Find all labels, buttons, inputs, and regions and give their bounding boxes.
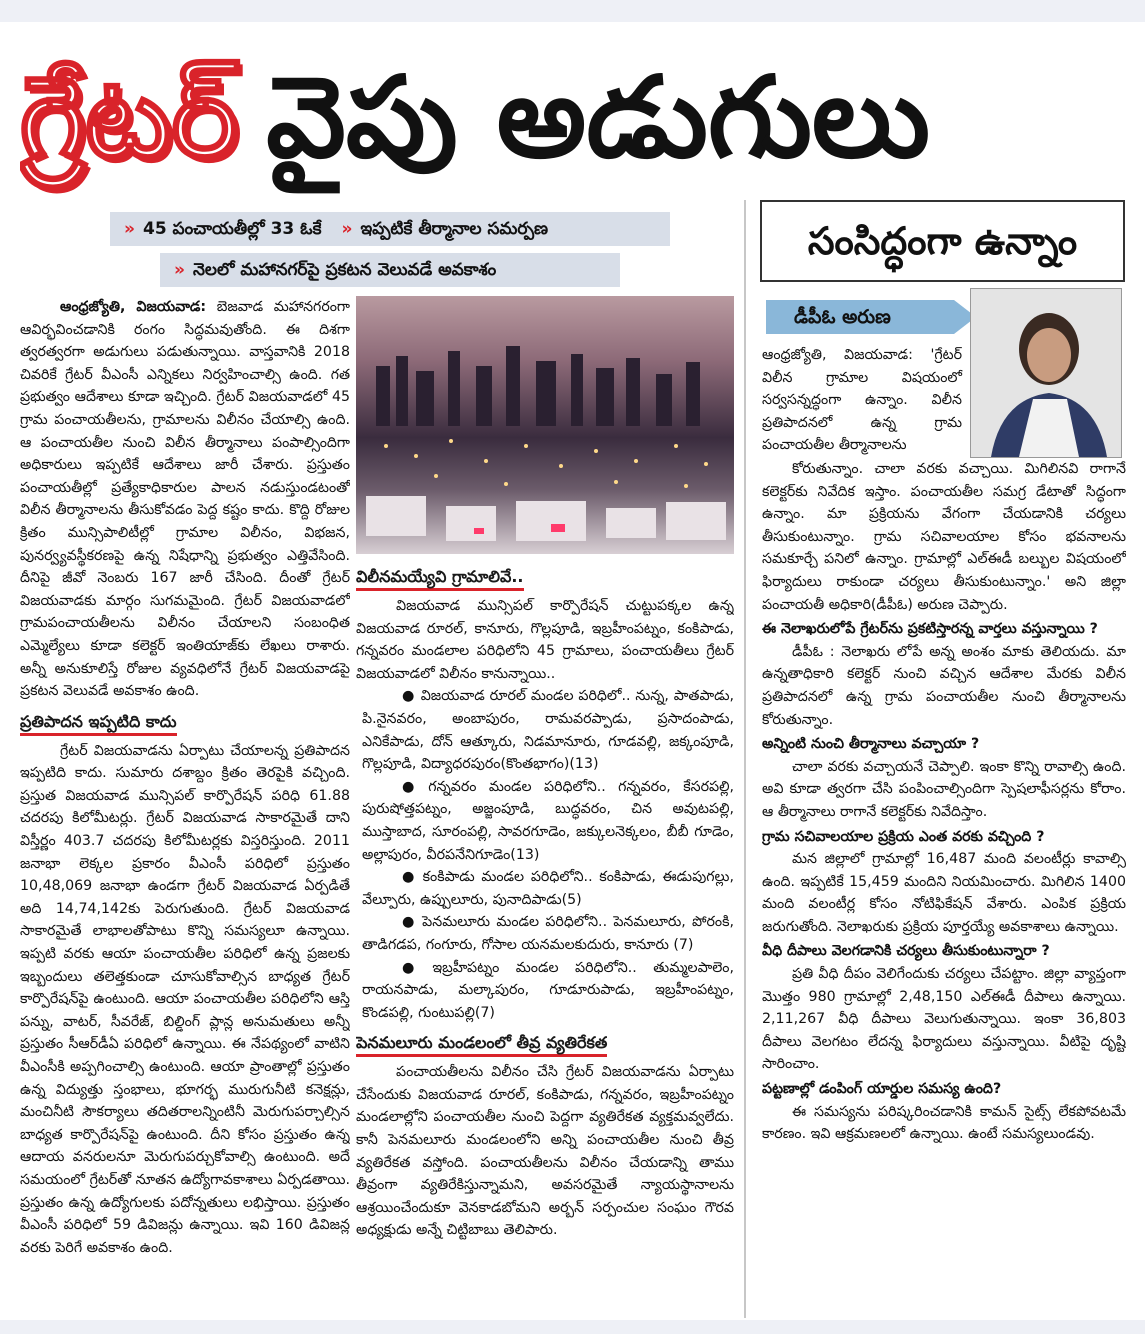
question: అన్నింటి నుంచి తీర్మానాలు వచ్చాయా ? bbox=[762, 736, 980, 753]
answer: ఈ సమస్యను పరిష్కరించడానికి కామన్ సైట్స్ లేకపోవటమే కారణం. ఇవి ఆక్రమణలలో ఉన్నాయి. ఉంటే సమస్యలుండవు. bbox=[762, 1103, 1126, 1143]
answer: ప్రతి వీధి దీపం వెలిగేందుకు చర్యలు చేపట్టాం. జిల్లా వ్యాప్తంగా మొత్తం 980 గ్రామాల్లో 2,48,150 ఎల్‌ఈడీ దీపాలు ఉన్నాయి. 2,11,267 వీధి దీపాలు వెలుగుతున్నాయి. ఇంకా 36,803 దీపాలు వెలగటం లేదన్న ఫిర్యాదులు వస్తున్నాయి. వీటిపై దృష్టి సారించాం. bbox=[762, 966, 1126, 1073]
bullet-item: ● ఇబ్రహీపట్నం మండల పరిధిలోని.. తుమ్మలపాలెం, రాయనపాడు, మల్కాపురం, గూడూరుపాడు, ఇబ్రహీంపట్నం, కొండపల్లి, గుంటుపల్లి(7) bbox=[362, 959, 734, 1021]
sidebar-name-tag: డీపీఓ అరుణ bbox=[766, 300, 954, 334]
column-divider bbox=[744, 200, 746, 1318]
dateline: ఆంధ్రజ్యోతి, విజయవాడ: bbox=[60, 299, 207, 315]
deck-1-part-1: 45 పంచాయతీల్లో 33 ఓకే bbox=[142, 219, 322, 239]
deck-line-1 bbox=[110, 212, 670, 246]
answer: చాలా వరకు వచ్చాయనే చెప్పాలి. ఇంకా కొన్ని రావాల్సి ఉంది. అవి కూడా త్వరగా చేసి పంపించాల్సిందిగా స్పెషలాఫీసర్లను కోరాం. ఆ తీర్మానాలు రాగానే కలెక్టర్‌కు నివేదిస్తాం. bbox=[762, 758, 1126, 820]
double-arrow-icon: » bbox=[341, 219, 353, 239]
question: ఈ నెలాఖరులోపే గ్రేటర్‌ను ప్రకటిస్తారన్న వార్తలు వస్తున్నాయి ? bbox=[762, 621, 1098, 638]
deck-line-2 bbox=[160, 253, 620, 287]
bullet-item: ● గన్నవరం మండల పరిధిలోని.. గన్నవరం, కేసరపల్లి, పురుషోత్తపట్నం, అజ్జంపూడి, బుద్ధవరం, చిన అవుటపల్లి, ముస్తాబాద, సూరంపల్లి, సావరగూడెం, జక్కులనెక్కలం, బీబీ గూడెం, అల్లాపురం, వీరపనేనిగూడెం(13) bbox=[362, 778, 734, 863]
article-column-2 bbox=[356, 558, 734, 1318]
subhead-opposition: పెనమలూరు మండలంలో తీవ్ర వ్యతిరేకత bbox=[356, 1032, 607, 1057]
subhead-proposal: ప్రతిపాదన ఇప్పటిది కాదు bbox=[20, 711, 177, 736]
paragraph-2: గ్రేటర్ విజయవాడను ఏర్పాటు చేయాలన్న ప్రతిపాదన ఇప్పటిది కాదు. సుమారు దశాబ్దం క్రితం తెరపైకి వచ్చింది. ప్రస్తుత విజయవాడ మున్సిపల్ కార్పొరేషన్ పరిధి 61.88 చదరపు కిలోమీటర్లు. గ్రేటర్ విజయవాడ సాకారమైతే దాని విస్తీర్ణం 403.7 చదరపు కిలోమీటర్లకు విస్తరిస్తుంది. 2011 జనాభా లెక్కల ప్రకారం వీఎంసీ పరిధిలో ప్రస్తుతం 10,48,069 జనాభా ఉండగా గ్రేటర్ విజయవాడ ఏర్పడితే అది 14,74,142కు పెరుగుతుంది. గ్రేటర్ విజయవాడ సాకారమైతే లాభాలతోపాటు కొన్ని సమస్యలూ ఉన్నాయి. ఇప్పటి వరకు ఆయా పంచాయతీల పరిధిలో ఉన్న ప్రజలకు ఇబ్బందులు తలెత్తకుండా చూసుకోవాల్సిన బాధ్యత గ్రేటర్ కార్పొరేషన్‌పై ఉంటుంది. ఆయా పంచాయతీల పరిధిలోని ఆస్తి పన్ను, వాటర్, సీవరేజ్, బిల్డింగ్ ప్లాన్ల అనుమతులు అన్నీ ప్రస్తుతం సీఆర్‌డీఏ పరిధిలో ఉన్నాయి. ఈ నేపథ్యంలో వాటిని వీఎంసీకి అప్పగించాల్సి ఉంటుంది. ఆయా ప్రాంతాల్లో ప్రస్తుతం ఉన్న విద్యుత్తు స్తంభాలు, భూగర్భ మురుగునీటి కనెక్షన్లు, మంచినీటి సౌకర్యాలు తదితరాలన్నింటినీ మెరుగుపర్చాల్సిన బాధ్యత కార్పొరేషన్‌పై ఉంటుంది. దీని కోసం ప్రస్తుతం ఉన్న ఆదాయ వనరులనూ మెరుగుపర్చుకోవాల్సి ఉంటుంది. అదే సమయంలో గ్రేటర్‌తో నూతన ఉద్యోగావకాశాలు ఏర్పడతాయి. ప్రస్తుతం ఉన్న ఉద్యోగులకు పదోన్నతులు లభిస్తాయి. ప్రస్తుతం వీఎంసీ పరిధిలో 59 డివిజన్లు ఉన్నాయి. ఇవి 160 డివిజన్ల వరకు పెరిగే అవకాశం ఉంది. bbox=[20, 742, 350, 1256]
bullet-item: ● కంకిపాడు మండల పరిధిలోని.. కంకిపాడు, ఈడుపుగల్లు, వేల్పూరు, ఉప్పులూరు, పునాదిపాడు(5) bbox=[362, 869, 734, 908]
subhead-villages: విలీనమయ్యేవి గ్రామాలివే.. bbox=[356, 566, 524, 591]
city-night-photo bbox=[356, 296, 734, 554]
question: వీధి దీపాలు వెలగడానికి చర్యలు తీసుకుంటున్నారా ? bbox=[762, 943, 1050, 960]
answer: మన జిల్లాలో గ్రామాల్లో 16,487 మంది వలంటీర్లు కావాల్సి ఉంది. ఇప్పటికే 15,459 మందిని నియమించారు. మిగిలిన 1400 మంది వలంటీర్ల కోసం నోటిఫికేషన్ వేశారు. ఎంపిక ప్రక్రియ జరుగుతోంది. నెలాఖరుకు ప్రక్రియ పూర్తయ్యే అవకాశాలు ఉన్నాయి. bbox=[762, 851, 1126, 935]
sidebar-title: సంసిద్ధంగా ఉన్నాం bbox=[760, 200, 1125, 282]
headline-red-word: గ్రేటర్ bbox=[20, 53, 239, 183]
double-arrow-icon: » bbox=[124, 219, 135, 239]
paragraph-4: పంచాయతీలను విలీనం చేసి గ్రేటర్ విజయవాడను ఏర్పాటు చేసేందుకు విజయవాడ రూరల్, కంకిపాడు, గన్నవరం, ఇబ్రహీంపట్నం మండలాల్లోని పంచాయతీల నుంచి పెద్దగా వ్యతిరేకత వ్యక్తమవ్వలేదు. కానీ పెనమలూరు మండలంలోని అన్ని పంచాయతీల నుంచి తీవ్ర వ్యతిరేకత వస్తోంది. పంచాయతీలను విలీనం చేయడాన్ని తాము తీవ్రంగా వ్యతిరేకిస్తున్నామని, అవసరమైతే న్యాయస్థానాలను ఆశ్రయించేందుకూ వెనకాడబోమని అర్బన్ సర్పంచుల సంఘం గౌరవ అధ్యక్షుడు అన్నే చిట్టిబాబు తెలిపారు. bbox=[356, 1064, 734, 1239]
sidebar-intro-top: ఆంధ్రజ్యోతి, విజయవాడ: 'గ్రేటర్ విలీన గ్రామాల విషయంలో సర్వసన్నద్ధంగా ఉన్నాం. విలీన ప్రతిపాదనలో ఉన్న గ్రామ పంచాయతీల తీర్మానాలను bbox=[762, 347, 962, 454]
headline bbox=[20, 28, 1125, 208]
answer: డీపీఓ : నెలాఖరు లోపే అన్న అంశం మాకు తెలియదు. మా ఉన్నతాధికారి కలెక్టర్ నుంచి వచ్చిన ఆదేశాల మేరకు విలీన ప్రతిపాదనలో ఉన్న గ్రామ పంచాయతీల నుంచి తీర్మానాలను కోరుతున్నాం. bbox=[762, 643, 1126, 728]
double-arrow-icon: » bbox=[174, 260, 185, 280]
bullet-icon: ● bbox=[402, 778, 423, 795]
top-margin-strip bbox=[0, 0, 1145, 22]
bullet-item: ● విజయవాడ రూరల్ మండల పరిధిలో.. నున్న, పాతపాడు, పి.నైనవరం, అంబాపురం, రామవరప్పాడు, ప్రసాదంపాడు, ఎనికేపాడు, దోన్ ఆత్కూరు, నిడమానూరు, గూడవల్లి, జక్కంపూడి, గొల్లపూడి, విద్యాధరపురం(కొంతభాగం)(13) bbox=[362, 688, 734, 773]
headline-black-words: వైపు అడుగులు bbox=[266, 53, 931, 183]
sidebar-intro-rest: కోరుతున్నాం. చాలా వరకు వచ్చాయి. మిగిలినవి రాగానే కలెక్టర్‌కు నివేదిక ఇస్తాం. పంచాయతీల సమగ్ర డేటాతో సిద్ధంగా ఉన్నాం. మా ప్రక్రియను వేగంగా చేయడానికి చర్యలు తీసుకుంటున్నాం. గ్రామ సచివాలయాల కోసం భవనాలను సమకూర్చే పనిలో ఉన్నాం. గ్రామాల్లో ఎల్‌ఈడీ బల్బుల విషయంలో ఫిర్యాదులు రాకుండా చర్యలు తీసుకుంటున్నాం.' అని జిల్లా పంచాయతీ అధికారి(డీపీఓ) అరుణ చెప్పారు. bbox=[762, 461, 1126, 613]
question: గ్రామ సచివాలయాల ప్రక్రియ ఎంత వరకు వచ్చింది ? bbox=[762, 828, 1045, 845]
bullet-icon: ● bbox=[402, 688, 415, 705]
deck-1-part-2: ఇప్పటికే తీర్మానాల సమర్పణ bbox=[360, 219, 549, 239]
article-column-1 bbox=[20, 296, 350, 1316]
bottom-margin-strip bbox=[0, 1320, 1145, 1334]
paragraph-1: బెజవాడ మహానగరంగా ఆవిర్భవించడానికి రంగం సిద్ధమవుతోంది. ఈ దిశగా త్వరత్వరగా అడుగులు పడుతున్నాయి. వాస్తవానికి 2018 చివరికే గ్రేటర్ వీఎంసీ ఎన్నికలు నిర్వహించాల్సి ఉంది. గత ప్రభుత్వం ఆదేశాలు కూడా ఇచ్చింది. గ్రేటర్ విజయవాడలో 45 గ్రామ పంచాయతీలను, గ్రామాలను విలీనం చేయాల్సి ఉంది. ఆ పంచాయతీల నుంచి విలీన తీర్మానాలు పంపాల్సిందిగా అధికారులు ఇప్పటికే ఆదేశాలు జారీ చేశారు. ప్రస్తుతం పంచాయతీల్లో ప్రత్యేకాధికారుల పాలన నడుస్తుండటంతో విలీన తీర్మానాలను తీసుకోవడం పెద్ద కష్టం కాదు. కొద్ది రోజుల క్రితం మున్సిపాలిటీల్లో గ్రామాల విలీనం, విభజన, పునర్వ్యవస్థీకరణపై ఉన్న నిషేధాన్ని ప్రభుత్వం ఎత్తివేసింది. దీనిపై జీవో నెంబరు 167 జారీ చేసింది. దీంతో గ్రేటర్ విజయవాడకు మార్గం సుగమమైంది. గ్రేటర్ విజయవాడలో గ్రామపంచాయతీలను విలీనం చేయాలని సంబంధిత ఎమ్మెల్యేలు కూడా కలెక్టర్ ఇంతియాజ్‌కు లేఖలు రాశారు. అన్నీ అనుకూలిస్తే రోజుల వ్యవధిలోనే గ్రేటర్ విజయవాడపై ప్రకటన వెలువడే అవకాశం ఉంది. bbox=[20, 299, 350, 700]
paragraph-3: విజయవాడ మున్సిపల్ కార్పొరేషన్ చుట్టుపక్కల ఉన్న విజయవాడ రూరల్, కానూరు, గొల్లపూడి, ఇబ్రహీంపట్నం, కంకిపాడు, గన్నవరం మండలాల పరిధిలోని 45 గ్రామాలు, పంచాయతీలు గ్రేటర్ విజయవాడలో విలీనం కానున్నాయి.. bbox=[356, 598, 734, 682]
bullet-icon: ● bbox=[402, 914, 417, 931]
sidebar-interview bbox=[762, 458, 1126, 1316]
bullet-icon: ● bbox=[402, 959, 427, 976]
deck-2-part-1: నెలలో మహానగర్‌పై ప్రకటన వెలువడే అవకాశం bbox=[192, 260, 497, 280]
portrait-photo bbox=[970, 288, 1122, 458]
bullet-icon: ● bbox=[402, 869, 417, 886]
bullet-item: ● పెనమలూరు మండల పరిధిలోని.. పెనమలూరు, పోరంకి, తాడిగడప, గంగూరు, గోసాల యనమలకుదురు, కానూరు (7) bbox=[362, 914, 734, 953]
question: పట్టణాల్లో డంపింగ్ యార్డుల సమస్య ఉంది? bbox=[762, 1081, 1002, 1098]
